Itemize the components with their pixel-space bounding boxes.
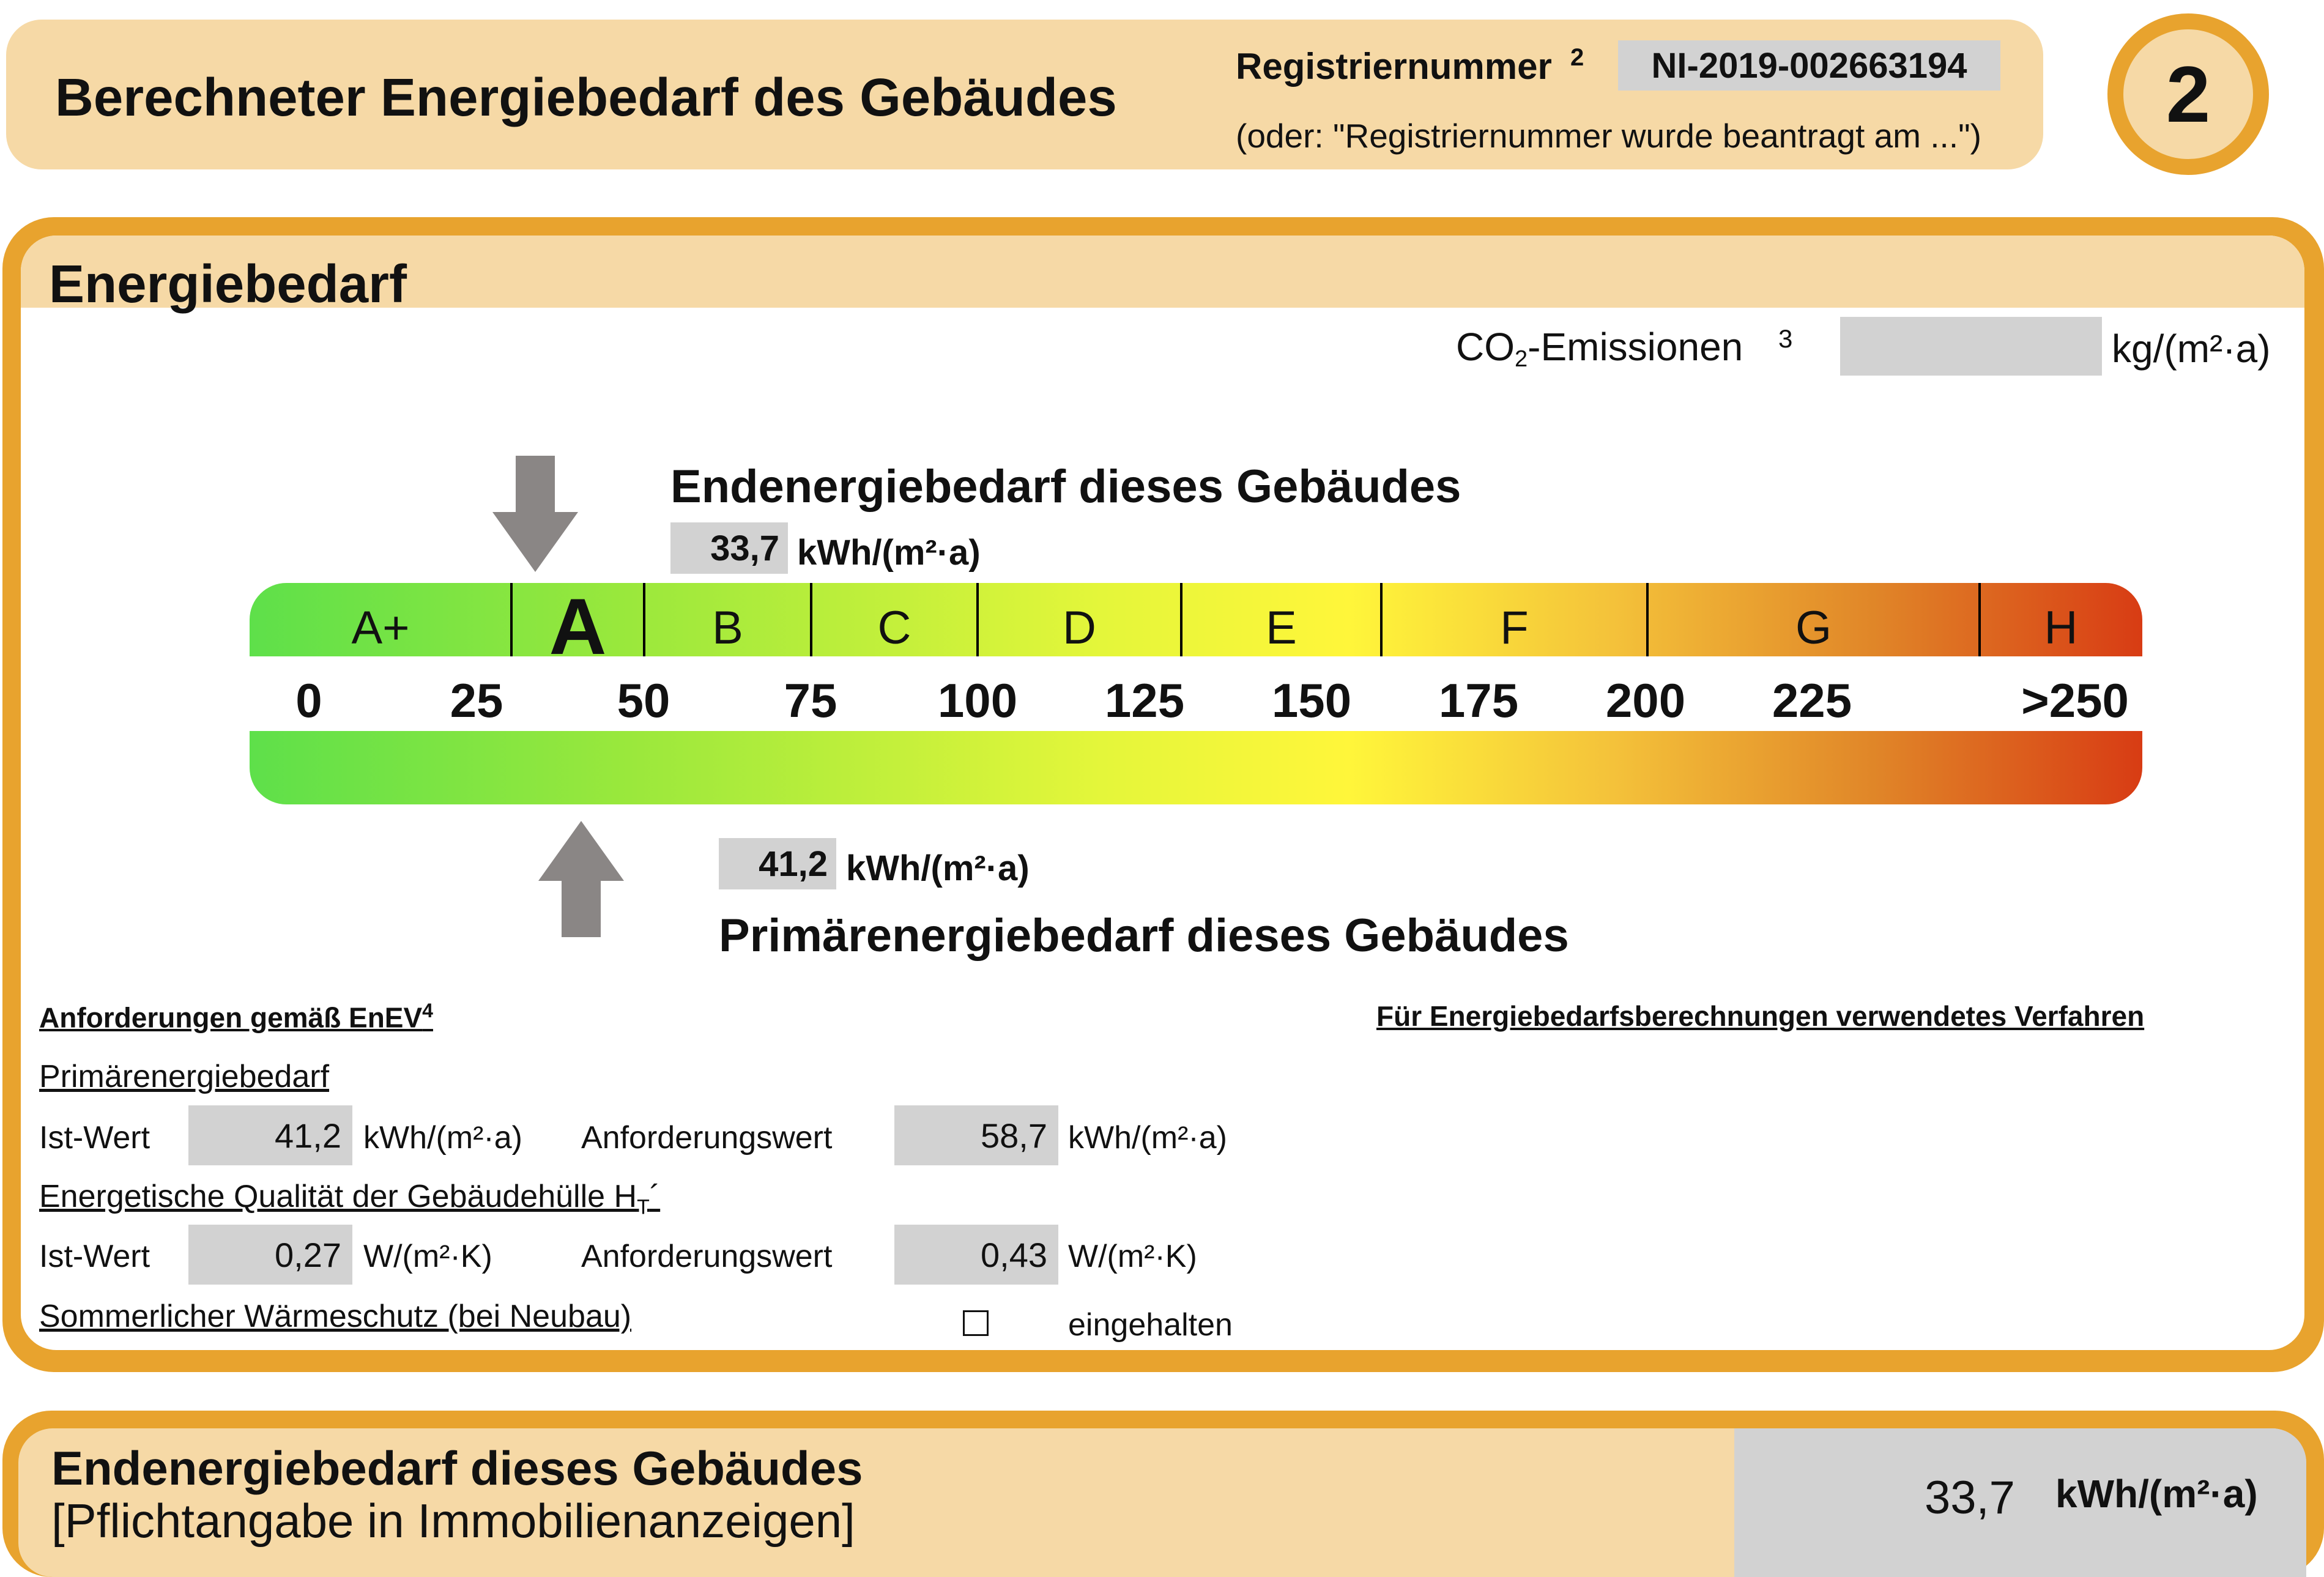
hull-anf-label: Anforderungswert	[581, 1239, 833, 1274]
efficiency-class-g: G	[1795, 602, 1832, 654]
registration-note: (oder: "Registriernummer wurde beantragt am ...")	[1236, 117, 1981, 155]
footer-subtitle: [Pflichtangabe in Immobilienanzeigen]	[51, 1494, 855, 1548]
class-separator	[810, 583, 812, 656]
hull-anf-unit: W/(m²·K)	[1068, 1239, 1197, 1274]
summer-protection-checkbox[interactable]	[963, 1310, 989, 1336]
co2-footnote: 3	[1778, 324, 1793, 353]
summer-protection-label: Sommerlicher Wärmeschutz (bei Neubau)	[39, 1299, 632, 1334]
efficiency-class-c: C	[877, 602, 911, 654]
footer-value: 33,7	[1925, 1472, 2015, 1524]
hull-anf-value: 0,43	[894, 1225, 1058, 1285]
summer-protection-status: eingehalten	[1068, 1307, 1233, 1343]
end-energy-value: 33,7	[670, 522, 788, 574]
hull-ist-value: 0,27	[188, 1225, 352, 1285]
efficiency-class-a-plus: A+	[351, 602, 410, 654]
co2-label: $CO_2$-Emissionen	[1456, 325, 1743, 372]
primary-energy-title: Primärenergiebedarf dieses Gebäudes	[719, 910, 1569, 962]
primary-energy-arrow-icon	[538, 821, 624, 937]
footer-unit: kWh/(m²·a)	[2055, 1472, 2258, 1516]
scale-tick-label: 100	[937, 673, 1018, 727]
hull-quality-heading: Energetische Qualität der Gebäudehülle $H_T´$	[39, 1179, 661, 1219]
efficiency-class-d: D	[1063, 602, 1096, 654]
class-separator	[1978, 583, 1981, 656]
primary-ist-unit: kWh/(m²·a)	[363, 1120, 522, 1156]
primary-anf-unit: kWh/(m²·a)	[1068, 1120, 1227, 1156]
end-energy-arrow-icon	[492, 456, 578, 572]
footer-title: Endenergiebedarf dieses Gebäudes	[51, 1441, 863, 1495]
efficiency-class-b: B	[712, 602, 743, 654]
primary-energy-bar	[250, 731, 2142, 804]
scale-tick-label: 75	[784, 673, 837, 727]
hull-ist-label: Ist-Wert	[39, 1239, 150, 1274]
scale-tick-label: >250	[2021, 673, 2129, 727]
primary-ist-value: 41,2	[188, 1105, 352, 1165]
class-separator	[643, 583, 645, 656]
scale-tick-label: 175	[1438, 673, 1519, 727]
efficiency-class-f: F	[1500, 602, 1529, 654]
class-separator	[1180, 583, 1182, 656]
primary-energy-unit: kWh/(m²·a)	[846, 848, 1030, 888]
methods-title: Für Energiebedarfsberechnungen verwendetes Verfahren	[1376, 1000, 2145, 1032]
co2-value-box	[1840, 317, 2102, 376]
primary-requirements-heading: Primärenergiebedarf	[39, 1059, 330, 1094]
primary-energy-value: 41,2	[719, 838, 836, 889]
scale-tick-label: 0	[295, 673, 322, 727]
hull-ist-unit: W/(m²·K)	[363, 1239, 492, 1274]
registration-number: NI-2019-002663194	[1618, 40, 2000, 91]
efficiency-class-a: A	[549, 582, 607, 671]
registration-label: Registriernummer	[1236, 46, 1552, 87]
registration-footnote: 2	[1570, 44, 1584, 71]
efficiency-class-h: H	[2044, 602, 2078, 654]
page-title: Berechneter Energiebedarf des Gebäudes	[55, 68, 1117, 127]
end-energy-unit: kWh/(m²·a)	[797, 533, 981, 573]
page-number-badge: 2	[2107, 13, 2269, 175]
efficiency-class-labels	[250, 582, 2142, 671]
scale-tick-label: 25	[450, 673, 503, 727]
scale-tick-label: 225	[1772, 673, 1852, 727]
scale-tick-label: 200	[1605, 673, 1686, 727]
class-separator	[1646, 583, 1649, 656]
class-separator	[510, 583, 513, 656]
scale-tick-label: 50	[617, 673, 670, 727]
footer-body	[18, 1428, 2306, 1577]
scale-tick-label: 150	[1271, 673, 1352, 727]
efficiency-class-e: E	[1266, 602, 1297, 654]
energy-section-title: Energiebedarf	[49, 254, 407, 314]
primary-anf-value: 58,7	[894, 1105, 1058, 1165]
scale-tick-label: 125	[1104, 673, 1185, 727]
class-separator	[1380, 583, 1383, 656]
primary-ist-label: Ist-Wert	[39, 1120, 150, 1156]
class-separator	[976, 583, 979, 656]
primary-anf-label: Anforderungswert	[581, 1120, 833, 1156]
requirements-title: Anforderungen gemäß EnEV$^4$	[39, 1000, 433, 1034]
co2-unit: kg/(m²·a)	[2112, 327, 2271, 371]
end-energy-title: Endenergiebedarf dieses Gebäudes	[670, 461, 1461, 513]
methods-list	[1389, 1064, 2245, 1321]
